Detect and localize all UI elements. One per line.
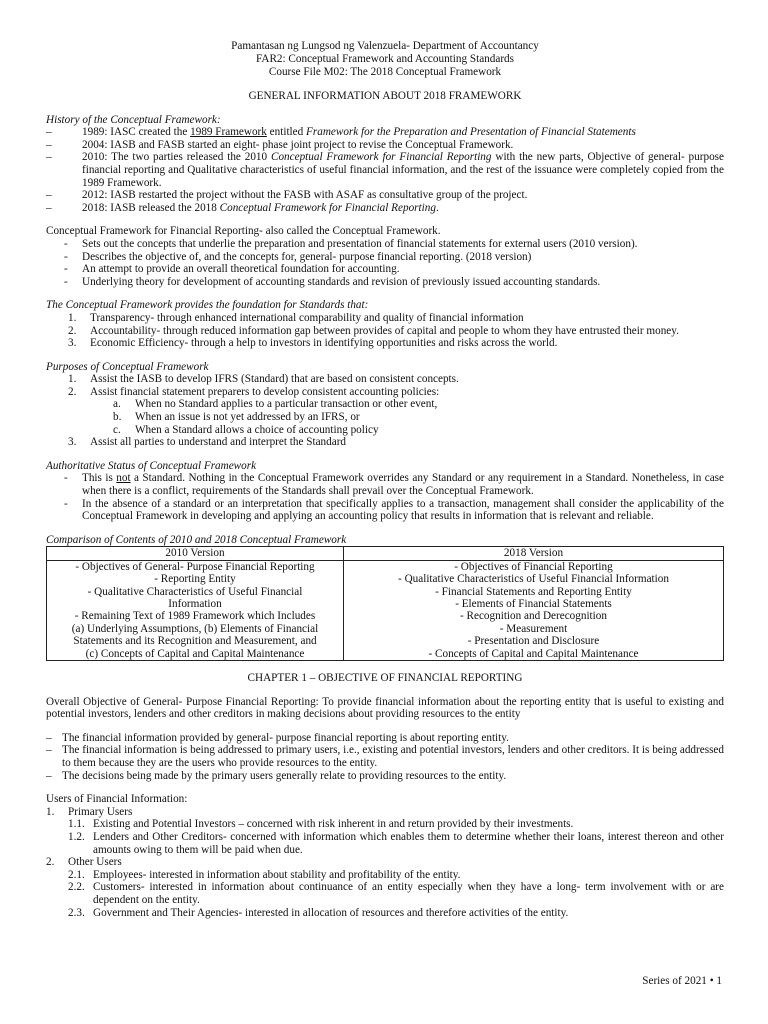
authoritative-section	[46, 460, 724, 523]
list-item: 2.1. Employees- interested in information about stability and profitability of the entity.	[68, 868, 461, 881]
cell-line: (a) Underlying Assumptions, (b) Elements of Financial	[71, 622, 319, 635]
cell-line: - Remaining Text of 1989 Framework which Includes	[74, 610, 316, 623]
cell-line: Information	[168, 598, 222, 611]
cell-line: (c) Concepts of Capital and Capital Maintenance	[85, 647, 305, 660]
list-item: – 2012: IASB restarted the project without the FASB with ASAF as consultative group of the project.	[46, 189, 528, 202]
cell-line: - Recognition and Derecognition	[460, 610, 607, 623]
cell-line: Statements and its Recognition and Measurement, and	[73, 635, 317, 648]
document-header	[46, 40, 724, 79]
cell-line: - Presentation and Disclosure	[467, 635, 600, 648]
list-item: 2. Accountability- through reduced information gap between provides of capital and people to whom they have entrusted their money.	[68, 324, 679, 337]
users-heading: Users of Financial Information:	[46, 793, 188, 806]
cell-line: - Concepts of Capital and Capital Maintenance	[428, 647, 639, 660]
list-item: 2. Other Users	[46, 856, 122, 869]
authoritative-list	[46, 472, 724, 522]
cf-list	[46, 238, 724, 288]
table-header-row	[47, 547, 724, 560]
purposes-section	[46, 361, 724, 449]
cell-line: - Objectives of Financial Reporting	[454, 560, 613, 573]
list-item: c. When a Standard allows a choice of accounting policy	[113, 423, 379, 436]
users-list	[46, 806, 724, 819]
col-2010-cell	[47, 560, 344, 660]
course-line: FAR2: Conceptual Framework and Accounting Standards	[256, 53, 514, 65]
list-item: - This is not a Standard. Nothing in the Conceptual Framework overrides any Standard or any requirement in a Standard. Nonetheless, in case when there is a conflict, requirements of the Standards shall prevail over the Conceptual Framework.	[64, 472, 724, 498]
cell-line: - Elements of Financial Statements	[455, 598, 612, 611]
list-item: 3. Economic Efficiency- through a help to investors in identifying opportunities and risks across the world.	[68, 337, 558, 350]
course-file-line: Course File M02: The 2018 Conceptual Framework	[268, 66, 502, 78]
foundation-section	[46, 299, 724, 349]
list-item: 2.2. Customers- interested in information about continuance of an entity especially when they have a long- term involvement with or are dependent on the entity.	[68, 881, 724, 906]
cf-section	[46, 225, 724, 288]
list-item: 2.3. Government and Their Agencies- interested in allocation of resources and therefore activities of the entity.	[68, 906, 569, 919]
document-page	[46, 40, 724, 919]
list-item: - In the absence of a standard or an interpretation that specifically applies to a transaction, management shall consider the applicability of the Conceptual Framework in developing and applying an accounting policy that results in information that is relevant and reliable.	[64, 497, 724, 523]
foundation-list	[46, 312, 724, 350]
list-item: b. When an issue is not yet addressed by an IFRS, or	[113, 411, 360, 424]
comparison-section	[46, 534, 724, 661]
list-item: – The financial information provided by general- purpose financial reporting is about reporting entity.	[46, 731, 509, 744]
list-item: – 1989: IASC created the 1989 Framework entitled Framework for the Preparation and Presentation of Financial Statements	[46, 126, 636, 139]
purposes-list-cont	[46, 436, 724, 449]
chapter-title: CHAPTER 1 – OBJECTIVE OF FINANCIAL REPORTING	[247, 672, 523, 685]
list-item: - Describes the objective of, and the concepts for, general- purpose financial reporting. (2018 version)	[64, 250, 532, 263]
purposes-heading: Purposes of Conceptual Framework	[46, 360, 209, 373]
history-section	[46, 114, 724, 215]
list-item: - Underlying theory for development of accounting standards and revision of previously issued accounting standards.	[64, 275, 601, 288]
purposes-list	[46, 373, 724, 398]
primary-users-list	[46, 818, 724, 856]
history-list	[46, 126, 724, 214]
col-2018-cell	[344, 560, 724, 660]
cell-line: - Financial Statements and Reporting Entity	[435, 585, 632, 598]
list-item: a. When no Standard applies to a particular transaction or other event,	[113, 398, 438, 411]
purposes-sublist	[46, 398, 724, 436]
list-item: 1.2. Lenders and Other Creditors- concerned with information which enables them to determine whether their loans, interest thereon and other amounts owing to them will be paid when due.	[68, 831, 724, 856]
overall-objective: Overall Objective of General- Purpose Financial Reporting: To provide financial information about the reporting entity that is useful to existing and potential investors, lenders and other creditors in making decisions about providing resources to the entity	[46, 695, 724, 721]
list-item: - Sets out the concepts that underlie the preparation and presentation of financial statements for external users (2010 version).	[64, 237, 638, 250]
list-item: 1.1. Existing and Potential Investors – concerned with risk inherent in and return provided by their investments.	[68, 818, 574, 831]
table-row	[47, 560, 724, 660]
history-heading: History of the Conceptual Framework:	[46, 113, 221, 126]
users-list-cont	[46, 856, 724, 869]
cell-line: - Qualitative Characteristics of Useful Financial Information	[398, 573, 669, 586]
comparison-heading: Comparison of Contents of 2010 and 2018 Conceptual Framework	[46, 533, 347, 546]
other-users-list	[46, 869, 724, 919]
list-item: – The decisions being made by the primary users generally relate to providing resources to the entity.	[46, 769, 507, 782]
users-section	[46, 793, 724, 919]
authoritative-heading: Authoritative Status of Conceptual Framework	[46, 459, 257, 472]
page-footer: Series of 2021 • 1	[642, 975, 722, 987]
list-item: – 2010: The two parties released the 2010 Conceptual Framework for Financial Reporting with the new parts, Objective of general- purpose financial reporting and Qualitative characteristics of useful financial information, and the rest of the issuance were completely copied from the 1989 Framework.	[46, 151, 724, 189]
list-item: 1. Primary Users	[46, 805, 133, 818]
institution-line: Pamantasan ng Lungsod ng Valenzuela- Department of Accountancy	[231, 40, 539, 52]
comparison-table	[46, 546, 724, 661]
list-item: 1. Assist the IASB to develop IFRS (Standard) that are based on consistent concepts.	[68, 373, 459, 386]
list-item: – 2018: IASB released the 2018 Conceptual Framework for Financial Reporting.	[46, 201, 439, 214]
page-title: GENERAL INFORMATION ABOUT 2018 FRAMEWORK	[248, 90, 522, 102]
list-item: 2. Assist financial statement preparers to develop consistent accounting policies:	[68, 385, 440, 398]
col-2010-header: 2010 Version	[47, 547, 344, 560]
cf-intro: Conceptual Framework for Financial Reporting- also called the Conceptual Framework.	[46, 225, 441, 238]
foundation-heading: The Conceptual Framework provides the foundation for Standards that:	[46, 299, 369, 312]
cell-line: - Reporting Entity	[154, 573, 236, 586]
objective-points-list	[46, 732, 724, 782]
cell-line: - Objectives of General- Purpose Financial Reporting	[75, 560, 315, 573]
list-item: – 2004: IASB and FASB started an eight- phase joint project to revise the Conceptual Framework.	[46, 138, 514, 151]
list-item: 3. Assist all parties to understand and interpret the Standard	[68, 436, 347, 449]
list-item: - An attempt to provide an overall theoretical foundation for accounting.	[64, 263, 400, 276]
objective-points	[46, 732, 724, 782]
cell-line: - Qualitative Characteristics of Useful Financial	[87, 585, 303, 598]
list-item: – The financial information is being addressed to primary users, i.e., existing and potential investors, lenders and other creditors. It is being addressed to them because they are the users who provide resources to the entity.	[46, 744, 724, 770]
list-item: 1. Transparency- through enhanced international comparability and quality of financial information	[68, 311, 524, 324]
cell-line: - Measurement	[499, 622, 568, 635]
col-2018-header: 2018 Version	[344, 547, 724, 560]
